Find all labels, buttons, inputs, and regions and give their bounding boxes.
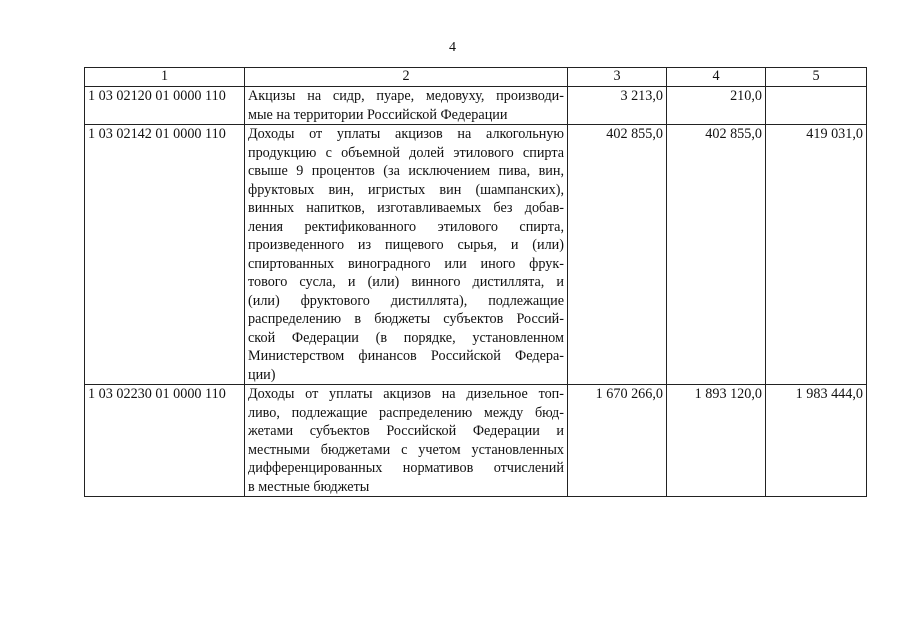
description-line: произведенного из пищевого сырья, и (или) (248, 237, 564, 253)
description-line: фруктовых вин, игристых вин (шампанских), (248, 181, 564, 198)
description-line: распределению в бюджеты субъектов Россий- (248, 311, 564, 327)
value-col-3: 1 670 266,0 (568, 385, 667, 497)
revenue-table (84, 67, 867, 497)
description-line: (или) фруктового дистиллята), подлежащие (248, 292, 564, 309)
description-line: ления ректификованного этилового спирта, (248, 218, 564, 235)
description-line: дифференцированных нормативов отчислений (248, 460, 564, 476)
value-col-5: 419 031,0 (766, 125, 867, 385)
description-line: жетами субъектов Российской Федерации и (248, 423, 564, 439)
header-col-1: 1 (85, 68, 245, 87)
header-col-2: 2 (245, 68, 568, 87)
header-col-5: 5 (766, 68, 867, 87)
value-col-5: 1 983 444,0 (766, 385, 867, 497)
description-line: ливо, подлежащие распределению между бюд- (248, 404, 564, 421)
description-line: продукцию с объемной долей этилового спирта (248, 144, 564, 161)
revenue-code: 1 03 02230 01 0000 110 (85, 385, 245, 497)
revenue-description (245, 87, 568, 125)
revenue-code: 1 03 02120 01 0000 110 (85, 87, 245, 125)
revenue-description (245, 125, 568, 385)
header-col-4: 4 (667, 68, 766, 87)
description-line: винных напитков, изготавливаемых без добав- (248, 200, 564, 216)
value-col-5 (766, 87, 867, 125)
description-line: ции) (248, 366, 276, 383)
table-row (85, 87, 867, 125)
description-line: Министерством финансов Российской Федера- (248, 348, 564, 364)
table-row (85, 385, 867, 497)
description-line: местными бюджетами с учетом установленных (248, 441, 564, 458)
value-col-3: 402 855,0 (568, 125, 667, 385)
value-col-4: 210,0 (667, 87, 766, 125)
value-col-4: 1 893 120,0 (667, 385, 766, 497)
description-line: Доходы от уплаты акцизов на дизельное топ- (248, 386, 564, 402)
description-line: спиртованных виноградного или иного фрук- (248, 255, 564, 272)
description-line: Акцизы на сидр, пуаре, медовуху, производи- (248, 88, 564, 104)
header-col-3: 3 (568, 68, 667, 87)
table-row (85, 125, 867, 385)
description-line: свыше 9 процентов (за исключением пива, вин, (248, 163, 564, 179)
description-line: тового сусла, и (или) винного дистиллята, и (248, 274, 564, 290)
description-line: в местные бюджеты (248, 478, 370, 495)
description-line: Доходы от уплаты акцизов на алкогольную (248, 126, 564, 142)
description-line: ской Федерации (в порядке, установленном (248, 329, 564, 346)
revenue-description (245, 385, 568, 497)
value-col-4: 402 855,0 (667, 125, 766, 385)
value-col-3: 3 213,0 (568, 87, 667, 125)
revenue-code: 1 03 02142 01 0000 110 (85, 125, 245, 385)
page-number: 4 (449, 40, 456, 55)
header-row (85, 68, 867, 87)
description-line: мые на территории Российской Федерации (248, 106, 508, 123)
